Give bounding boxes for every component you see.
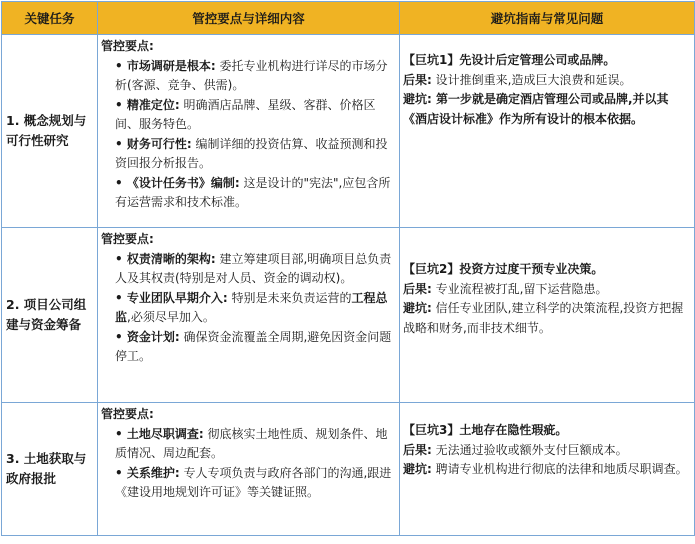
- pitfall-title: 【巨坑2】投资方过度干预专业决策。: [403, 262, 604, 276]
- header-row: [2, 2, 695, 35]
- table-row: [2, 35, 695, 228]
- pitfall-result: 后果: 设计推倒重来,造成巨大浪费和延误。: [403, 72, 632, 87]
- pitfall-avoid: 避坑: 信任专业团队,建立科学的决策流程,投资方把握战略和财务,而非技术细节。: [403, 301, 684, 335]
- control-title: 管控要点:: [101, 232, 154, 246]
- pitfall-title: 【巨坑3】土地存在隐性瑕疵。: [403, 423, 568, 437]
- header-pitfalls: 避坑指南与常见问题: [400, 2, 695, 35]
- control-cell: [98, 403, 400, 536]
- header-task: 关键任务: [2, 2, 98, 35]
- task-table: [1, 1, 695, 536]
- header-control: 管控要点与详细内容: [98, 2, 400, 35]
- pitfall-avoid: 避坑: 第一步就是确定酒店管理公司或品牌,并以其《酒店设计标准》作为所有设计的根本依据。: [403, 92, 669, 126]
- control-title: 管控要点:: [101, 407, 154, 421]
- task-cell: 1. 概念规划与可行性研究: [2, 35, 98, 228]
- control-item: • 精准定位: 明确酒店品牌、星级、客群、价格区间、服务特色。: [115, 97, 376, 131]
- control-item: • 《设计任务书》编制: 这是设计的"宪法",应包含所有运营需求和技术标准。: [115, 175, 391, 209]
- control-item: • 专业团队早期介入: 特别是未来负责运营的工程总监,必须尽早加入。: [115, 290, 388, 324]
- pitfall-avoid: 避坑: 聘请专业机构进行彻底的法律和地质尽职调查。: [403, 462, 688, 476]
- control-item: • 资金计划: 确保资金流覆盖全周期,避免因资金问题停工。: [115, 329, 392, 363]
- control-item: • 关系维护: 专人专项负责与政府各部门的沟通,跟进《建设用地规划许可证》等关键证照。: [115, 465, 392, 499]
- control-cell: [98, 35, 400, 228]
- control-item: • 财务可行性: 编制详细的投资估算、收益预测和投资回报分析报告。: [115, 136, 388, 170]
- pitfall-cell: [400, 228, 695, 403]
- table-row: [2, 228, 695, 403]
- control-cell: [98, 228, 400, 403]
- control-title: 管控要点:: [101, 39, 154, 53]
- table-row: [2, 403, 695, 536]
- pitfall-cell: [400, 35, 695, 228]
- control-item: • 市场调研是根本: 委托专业机构进行详尽的市场分析(客源、竞争、供需)。: [115, 58, 388, 92]
- task-cell: 3. 土地获取与政府报批: [2, 403, 98, 536]
- pitfall-result: 后果: 专业流程被打乱,留下运营隐患。: [403, 281, 608, 296]
- pitfall-result: 后果: 无法通过验收或额外支付巨额成本。: [403, 442, 628, 457]
- control-item: • 权责清晰的架构: 建立筹建项目部,明确项目总负责人及其权责(特别是对人员、资金的调动权)。: [115, 251, 392, 285]
- control-item: • 土地尽职调查: 彻底核实土地性质、规划条件、地质情况、周边配套。: [115, 426, 388, 460]
- task-cell: 2. 项目公司组建与资金筹备: [2, 228, 98, 403]
- pitfall-cell: [400, 403, 695, 536]
- pitfall-title: 【巨坑1】先设计后定管理公司或品牌。: [403, 53, 616, 67]
